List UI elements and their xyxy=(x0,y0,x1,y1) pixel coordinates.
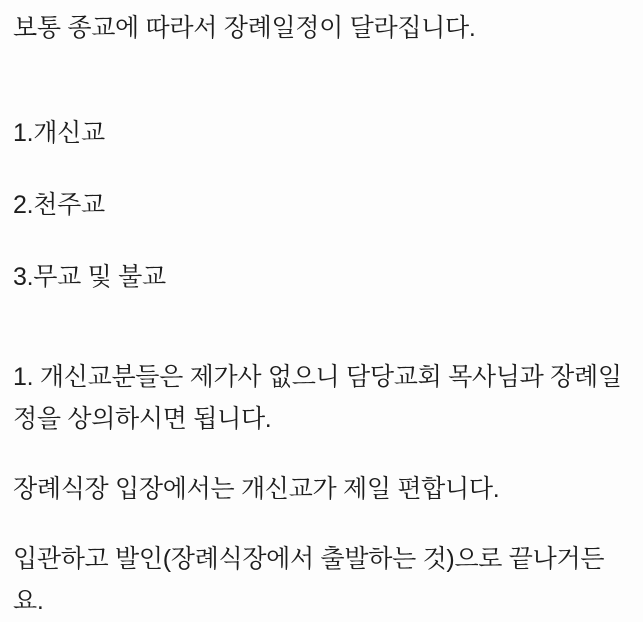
intro-paragraph: 보통 종교에 따라서 장례일정이 달라집니다. xyxy=(13,14,476,42)
body-paragraph-funeral-hall-view: 장례식장 입장에서는 개신교가 제일 편합니다. xyxy=(13,475,500,503)
body-paragraph-procedure: 입관하고 발인(장례식장에서 출발하는 것)으로 끝나거든요. xyxy=(13,545,605,615)
religion-list-item-none-buddhist: 3.무교 및 불교 xyxy=(13,263,166,291)
religion-list-item-protestant: 1.개신교 xyxy=(13,119,105,147)
body-paragraph-protestant-detail: 1. 개신교분들은 제가사 없으니 담당교회 목사님과 장례일정을 상의하시면 됩니다. xyxy=(13,363,622,433)
religion-list-item-catholic: 2.천주교 xyxy=(13,191,105,219)
